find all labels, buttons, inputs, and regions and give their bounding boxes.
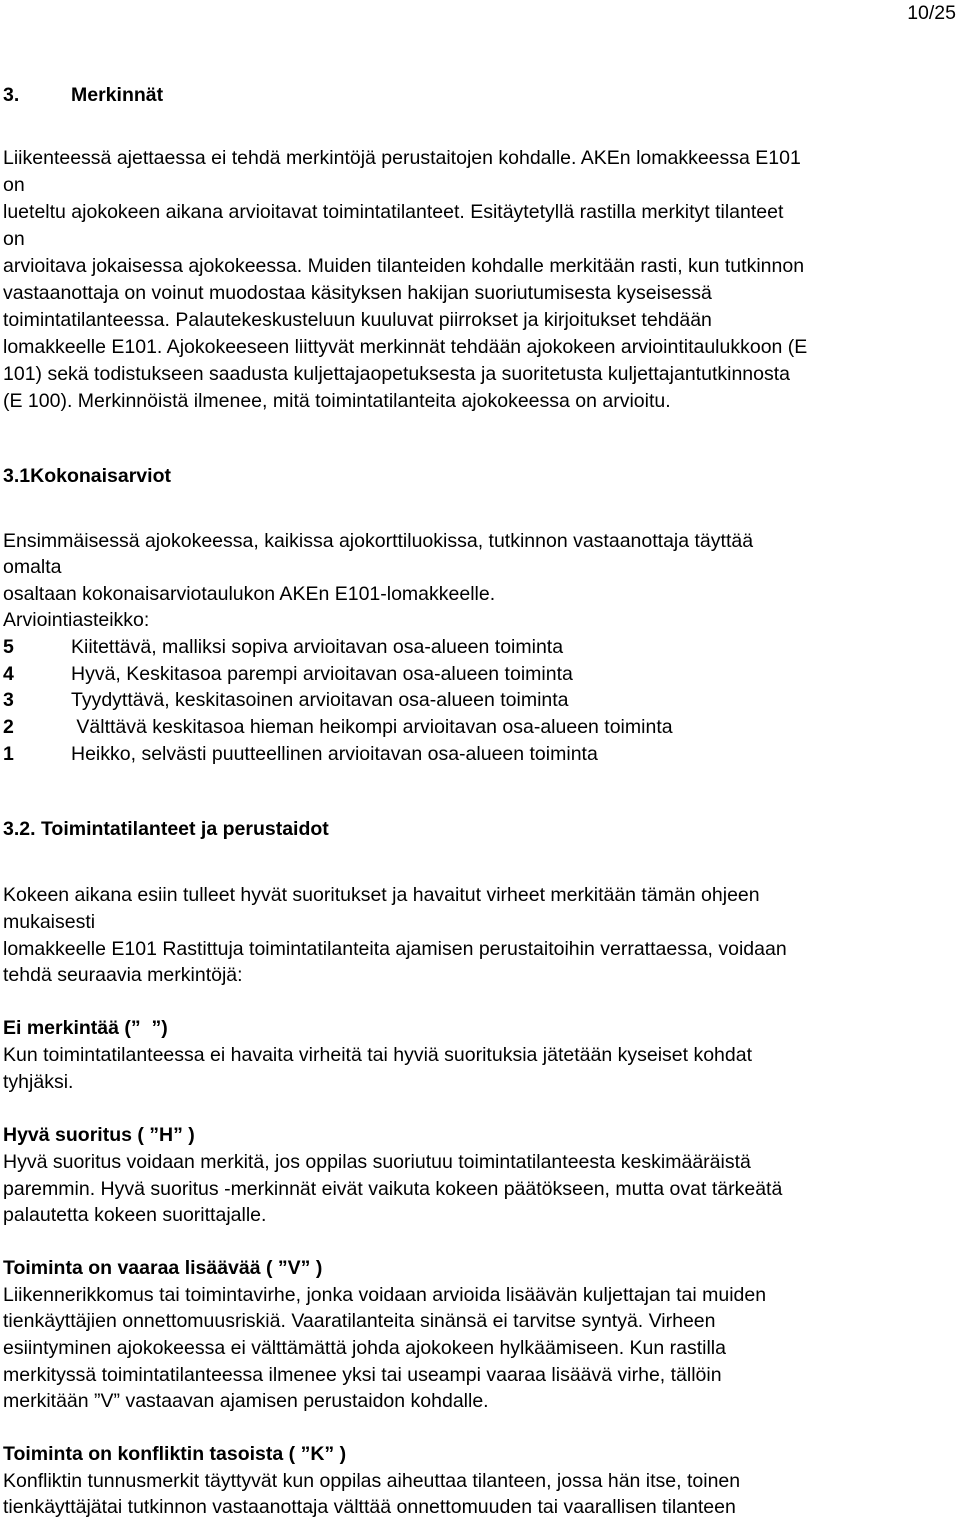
- scale-text: Heikko, selvästi puutteellinen arvioitavan osa-alueen toiminta: [71, 743, 598, 765]
- mark-line: Liikennerikkomus tai toimintavirhe, jonka voidaan arvioida lisäävän kuljettajan tai muiden: [3, 1284, 767, 1306]
- paragraph-line: (E 100). Merkinnöistä ilmenee, mitä toimintatilanteita ajokokeessa on arvioitu.: [3, 390, 671, 412]
- scale-text: Välttävä keskitasoa hieman heikompi arvioitavan osa-alueen toiminta: [71, 716, 673, 738]
- mark-line: Kun toimintatilanteessa ei havaita virheitä tai hyviä suorituksia jätetään kyseiset kohdat: [3, 1044, 752, 1066]
- scale-text: Tyydyttävä, keskitasoinen arvioitavan osa-alueen toiminta: [71, 689, 569, 711]
- paragraph-line: Arviointiasteikko:: [3, 609, 150, 631]
- scale-item: [3, 665, 573, 685]
- scale-number: 2: [3, 716, 14, 738]
- mark-line: paremmin. Hyvä suoritus -merkinnät eivät vaikuta kokeen päätökseen, mutta ovat tärkeätä: [3, 1178, 783, 1200]
- paragraph-line: tehdä seuraavia merkintöjä:: [3, 964, 243, 986]
- mark-line: merkitään ”V” vastaavan ajamisen perustaidon kohdalle.: [3, 1390, 489, 1412]
- paragraph-line: on: [3, 228, 25, 250]
- section-title: Merkinnät: [71, 84, 164, 106]
- paragraph-line: toimintatilanteessa. Palautekeskusteluun kuuluvat piirrokset ja kirjoitukset tehdään: [3, 309, 712, 331]
- scale-number: 3: [3, 689, 14, 711]
- mark-line: tyhjäksi.: [3, 1071, 74, 1093]
- paragraph-line: Kokeen aikana esiin tulleet hyvät suoritukset ja havaitut virheet merkitään tämän ohjeen: [3, 884, 760, 906]
- mark-title: Ei merkintää (” ”): [3, 1017, 168, 1039]
- paragraph-line: 101) sekä todistukseen saadusta kuljettajaopetuksesta ja suoritetusta kuljettajantutkinnosta: [3, 363, 790, 385]
- paragraph-line: lomakkeelle E101. Ajokokeeseen liittyvät merkinnät tehdään ajokokeen arviointitaulukkoon (E: [3, 336, 808, 358]
- scale-text: Kiitettävä, malliksi sopiva arvioitavan osa-alueen toiminta: [71, 636, 564, 658]
- mark-line: tienkäyttäjien onnettomuusriskiä. Vaaratilanteita sinänsä ei tarvitse syntyä. Virheen: [3, 1310, 716, 1332]
- mark-title: Toiminta on konfliktin tasoista ( ”K” ): [3, 1443, 347, 1465]
- section-number: 3.: [3, 84, 20, 106]
- paragraph-line: lueteltu ajokokeen aikana arvioitavat toimintatilanteet. Esitäytetyllä rastilla merkityt tilanteet: [3, 201, 784, 223]
- paragraph-line: osaltaan kokonaisarviotaulukon AKEn E101-lomakkeelle.: [3, 583, 496, 605]
- mark-line: Konfliktin tunnusmerkit täyttyvät kun oppilas aiheuttaa tilanteen, jossa hän itse, toinen: [3, 1470, 741, 1492]
- paragraph-line: arvioitava jokaisessa ajokokeessa. Muiden tilanteiden kohdalle merkitään rasti, kun tutkinnon: [3, 255, 805, 277]
- paragraph-line: mukaisesti: [3, 911, 96, 933]
- paragraph-line: Ensimmäisessä ajokokeessa, kaikissa ajokorttiluokissa, tutkinnon vastaanottaja täyttää: [3, 530, 754, 552]
- scale-item: [3, 638, 563, 658]
- scale-number: 5: [3, 636, 14, 658]
- subsection-heading: 3.1Kokonaisarviot: [3, 465, 171, 487]
- paragraph-line: vastaanottaja on voinut muodostaa käsityksen hakijan suoriutumisesta kyseisessä: [3, 282, 712, 304]
- mark-line: tienkäyttäjätai tutkinnon vastaanottaja välttää onnettomuuden tai vaarallisen tilanteen: [3, 1496, 736, 1518]
- section-heading: [3, 86, 163, 106]
- mark-title: Toiminta on vaaraa lisäävää ( ”V” ): [3, 1257, 323, 1279]
- mark-line: esiintyminen ajokokeessa ei välttämättä johda ajokokeen hylkäämiseen. Kun rastilla: [3, 1337, 726, 1359]
- page-number: 10/25: [907, 2, 956, 24]
- scale-item: [3, 745, 598, 765]
- paragraph-line: lomakkeelle E101 Rastittuja toimintatilanteita ajamisen perustaitoihin verrattaessa, voidaan: [3, 938, 787, 960]
- scale-text: Hyvä, Keskitasoa parempi arvioitavan osa-alueen toiminta: [71, 663, 573, 685]
- paragraph-line: omalta: [3, 556, 62, 578]
- paragraph-line: Liikenteessä ajettaessa ei tehdä merkintöjä perustaitojen kohdalle. AKEn lomakkeessa E101: [3, 147, 801, 169]
- subsection-heading: 3.2. Toimintatilanteet ja perustaidot: [3, 818, 329, 840]
- mark-title: Hyvä suoritus ( ”H” ): [3, 1124, 195, 1146]
- mark-line: Hyvä suoritus voidaan merkitä, jos oppilas suoriutuu toimintatilanteesta keskimääräistä: [3, 1151, 751, 1173]
- scale-item: [3, 691, 569, 711]
- scale-number: 1: [3, 743, 14, 765]
- paragraph-line: on: [3, 174, 25, 196]
- mark-line: palautetta kokeen suorittajalle.: [3, 1204, 267, 1226]
- scale-number: 4: [3, 663, 14, 685]
- mark-line: merkityssä toimintatilanteessa ilmenee yksi tai useampi vaaraa lisäävä virhe, tällöin: [3, 1364, 722, 1386]
- scale-item: [3, 718, 673, 738]
